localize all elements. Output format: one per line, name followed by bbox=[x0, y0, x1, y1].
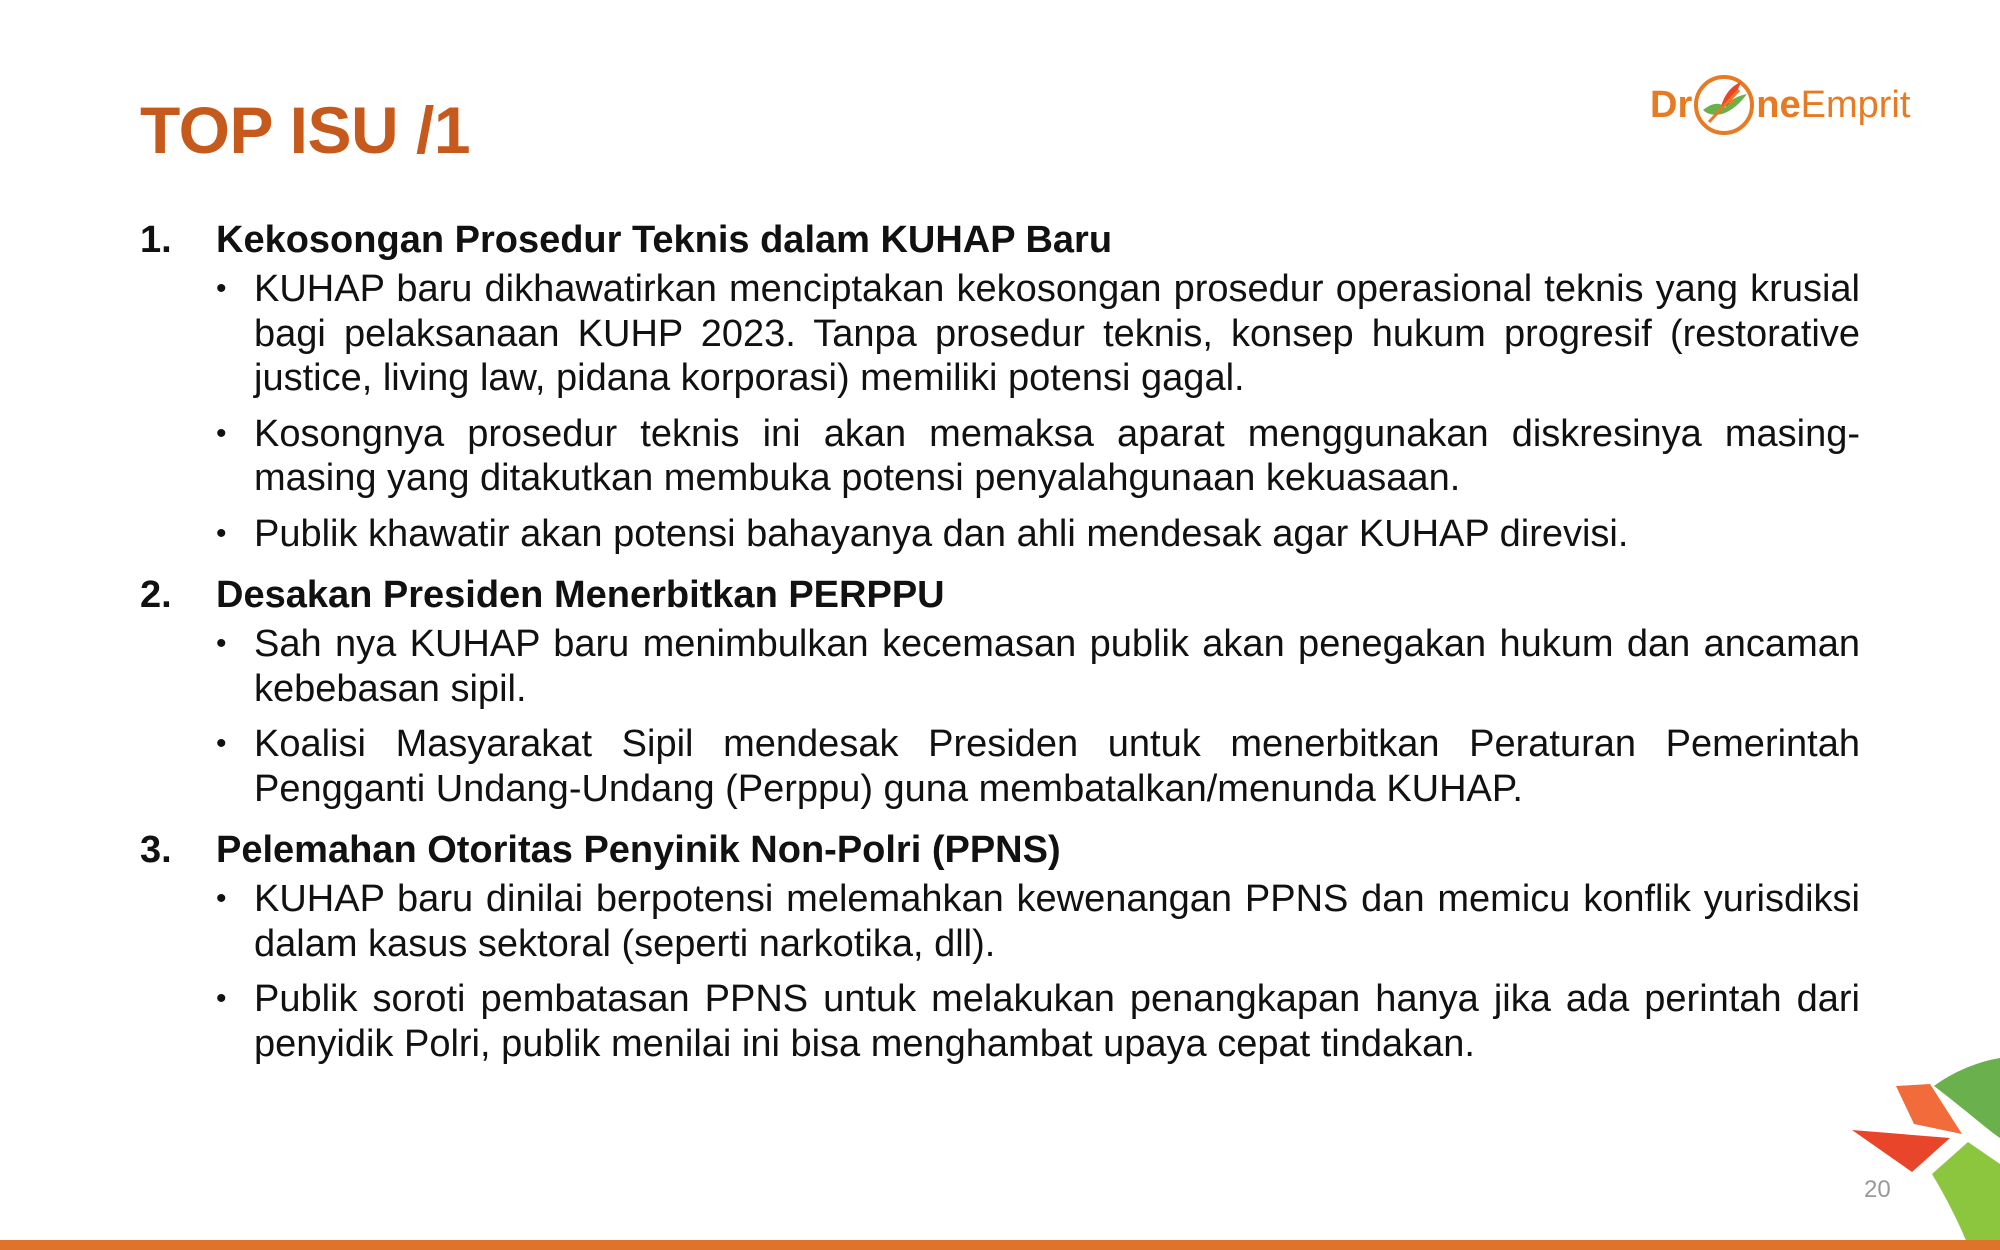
logo-text-ne: ne bbox=[1756, 83, 1801, 126]
issue-points bbox=[140, 622, 1860, 811]
point-text: Sah nya KUHAP baru menimbulkan kecemasan publik akan penegakan hukum dan ancaman kebebasan sipil. bbox=[254, 623, 1860, 710]
list-item bbox=[216, 877, 1860, 966]
slide-title: TOP ISU /1 bbox=[140, 93, 471, 167]
list-item bbox=[216, 622, 1860, 711]
list-item bbox=[216, 977, 1860, 1066]
bullet-icon: • bbox=[216, 272, 227, 305]
issue-title: Desakan Presiden Menerbitkan PERPPU bbox=[216, 574, 945, 616]
issue-title: Kekosongan Prosedur Teknis dalam KUHAP Baru bbox=[216, 219, 1113, 261]
bullet-icon: • bbox=[216, 982, 227, 1015]
list-item bbox=[216, 512, 1860, 557]
bullet-icon: • bbox=[216, 882, 227, 915]
point-text: KUHAP baru dikhawatirkan menciptakan kekosongan prosedur operasional teknis yang krusial bagi pelaksanaan KUHP 2023. Tanpa prosedur teknis, konsep hukum progresif (restorative justice, living law, pidana korporasi) memiliki potensi gagal. bbox=[254, 268, 1860, 399]
issue-title: Pelemahan Otoritas Penyinik Non-Polri (PPNS) bbox=[216, 829, 1061, 871]
issue-number: 2. bbox=[140, 574, 172, 616]
list-item bbox=[216, 412, 1860, 501]
point-text: Publik khawatir akan potensi bahayanya dan ahli mendesak agar KUHAP direvisi. bbox=[254, 512, 1629, 555]
logo-text-emprit: Emprit bbox=[1800, 83, 1911, 126]
point-text: Publik soroti pembatasan PPNS untuk melakukan penangkapan hanya jika ada perintah dari penyidik Polri, publik menilai ini bisa menghambat upaya cepat tindakan. bbox=[254, 978, 1860, 1065]
point-text: Kosongnya prosedur teknis ini akan memaksa aparat menggunakan diskresinya masing-masing yang ditakutkan membuka potensi penyalahgunaan kekuasaan. bbox=[254, 412, 1860, 499]
page-number: 20 bbox=[1864, 1176, 1891, 1203]
bullet-icon: • bbox=[216, 727, 227, 760]
bullet-icon: • bbox=[216, 516, 227, 550]
issue-points bbox=[140, 267, 1860, 556]
issue-heading bbox=[140, 825, 1860, 875]
point-text: Koalisi Masyarakat Sipil mendesak Presiden untuk menerbitkan Peraturan Pemerintah Pengganti Undang-Undang (Perppu) guna membatalkan/menunda KUHAP. bbox=[254, 723, 1860, 810]
issue-heading bbox=[140, 570, 1860, 620]
list-item bbox=[216, 722, 1860, 811]
point-text: KUHAP baru dinilai berpotensi melemahkan kewenangan PPNS dan memicu konflik yurisdiksi dalam kasus sektoral (seperti narkotika, dll). bbox=[254, 878, 1860, 965]
issue-item bbox=[140, 215, 1860, 556]
issue-points bbox=[140, 877, 1860, 1066]
bottom-accent-bar bbox=[0, 1240, 2000, 1250]
logo-text-dr: Dr bbox=[1650, 83, 1693, 126]
issue-number: 3. bbox=[140, 829, 172, 871]
issue-heading bbox=[140, 215, 1860, 265]
issue-item bbox=[140, 825, 1860, 1066]
issue-number: 1. bbox=[140, 219, 172, 261]
drone-emprit-logo bbox=[1650, 72, 1912, 138]
drone-bird-logo-icon bbox=[1691, 72, 1757, 138]
corner-decoration bbox=[1840, 1050, 2000, 1250]
issue-item bbox=[140, 570, 1860, 811]
bullet-icon: • bbox=[216, 416, 227, 450]
issue-list bbox=[140, 215, 1860, 1080]
bullet-icon: • bbox=[216, 627, 227, 660]
list-item bbox=[216, 267, 1860, 401]
